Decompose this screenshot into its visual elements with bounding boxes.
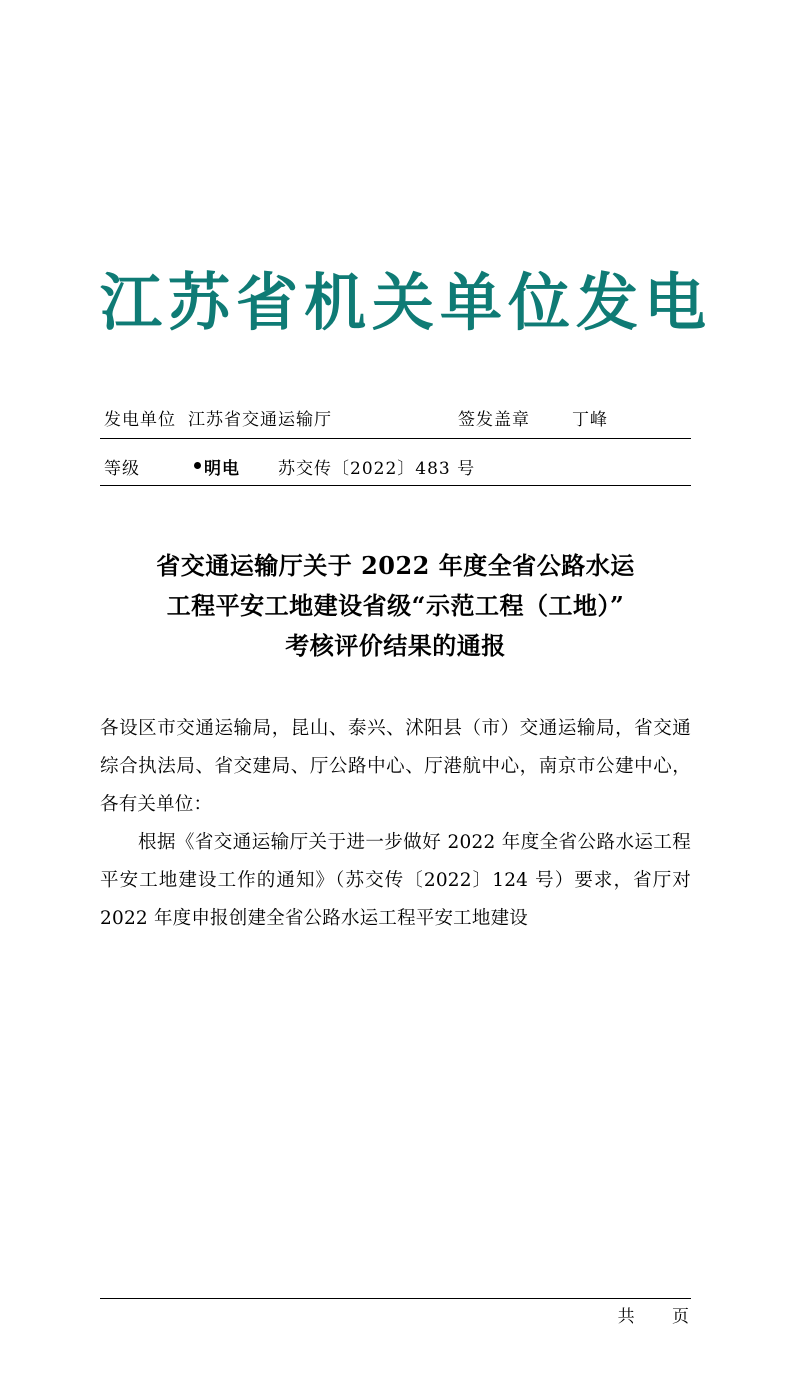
document-body <box>100 710 691 938</box>
body-paragraph-recipients: 各设区市交通运输局，昆山、泰兴、沭阳县（市）交通运输局，省交通综合执法局、省交建局、厅公路中心、厅港航中心，南京市公建中心，各有关单位： <box>100 718 691 815</box>
sender-label: 发电单位 <box>104 410 176 430</box>
page-title <box>100 546 691 666</box>
document-number: 苏交传〔2022〕483 号 <box>278 459 476 479</box>
grade-value: 明电 <box>204 459 240 479</box>
grade-value-group <box>194 454 240 479</box>
signer-label: 签发盖章 <box>458 410 530 430</box>
page-title-line-2: 工程平安工地建设省级“示范工程（工地）” <box>166 591 625 620</box>
page-title-line-3: 考核评价结果的通报 <box>285 631 506 660</box>
document-page <box>0 266 791 1398</box>
meta-row-grade <box>100 447 691 479</box>
grade-label: 等级 <box>104 459 140 479</box>
page-footer <box>100 1302 691 1327</box>
masthead <box>100 266 713 339</box>
meta-divider-top <box>100 438 691 439</box>
signer-value: 丁峰 <box>572 410 608 430</box>
telegram-meta-block <box>100 396 691 486</box>
meta-row-sender <box>100 396 691 430</box>
bullet-dot-icon <box>194 462 201 469</box>
sender-value: 江苏省交通运输厅 <box>188 410 332 430</box>
page-title-line-1: 省交通运输厅关于 2022 年度全省公路水运 <box>156 551 635 580</box>
footer-page-label: 页 <box>672 1307 691 1327</box>
meta-divider-bottom <box>100 485 691 486</box>
footer-divider <box>100 1298 691 1299</box>
masthead-title: 江苏省机关单位发电 <box>100 266 713 339</box>
footer-total-label: 共 <box>617 1307 637 1327</box>
body-paragraph-1: 根据《省交通运输厅关于进一步做好 2022 年度全省公路水运工程平安工地建设工作的通知》（苏交传〔2022〕124 号）要求，省厅对 2022 年度申报创建全省公路水运工程平安工地建设 <box>100 832 691 929</box>
